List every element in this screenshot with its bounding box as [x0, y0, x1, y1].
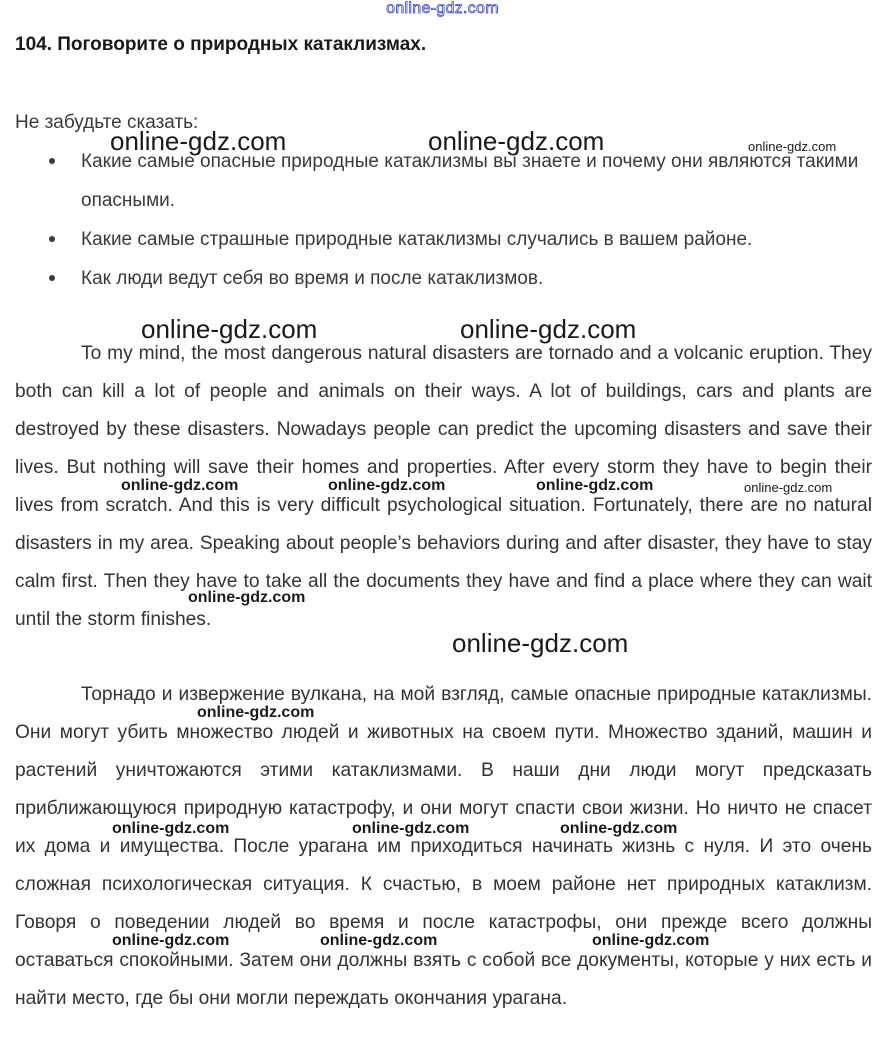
list-item-text: Как люди ведут себя во время и после катаклизмов. [81, 268, 544, 289]
watermark: online-gdz.com [110, 126, 287, 156]
watermark: online-gdz.com [428, 126, 605, 156]
watermark: online-gdz.com [352, 820, 470, 837]
watermark: online-gdz.com [748, 139, 837, 154]
watermark: online-gdz.com [112, 932, 230, 949]
watermark: online-gdz.com [560, 820, 678, 837]
bullet-icon [49, 158, 55, 164]
watermark: online-gdz.com [328, 477, 446, 494]
list-item [15, 220, 875, 259]
watermark: online-gdz.com [188, 589, 306, 606]
list-item-text: Какие самые опасные природные катаклизмы вы знаете и почему они являются такими опасными. [81, 151, 859, 211]
watermark: online-gdz.com [197, 704, 315, 721]
list-item [15, 259, 875, 298]
watermark: online-gdz.com [592, 932, 710, 949]
watermark: online-gdz.com [460, 314, 637, 344]
intro-text: Не забудьте сказать: [15, 112, 199, 133]
task-title: 104. Поговорите о природных катаклизмах. [15, 34, 427, 55]
watermark: online-gdz.com [536, 477, 654, 494]
watermark: online-gdz.com [112, 820, 230, 837]
bullet-icon [49, 275, 55, 281]
watermark: online-gdz.com [744, 480, 833, 495]
site-header-watermark: online-gdz.com [386, 0, 499, 17]
answer-russian: Торнадо и извержение вулкана, на мой взгляд, самые опасные природные катаклизмы. Они могут убить множество людей и животных на своем пути. Множество зданий, машин и растений уничтожаются этими катаклизмами. В наши дни люди могут предсказать приближающуюся природную катастрофу, и они могут спасти свои жизни. Но ничто не спасет их дома и имущества. После урагана им приходиться начинать жизнь с нуля. И это очень сложная психологическая ситуация. К счастью, в моем районе нет природных катаклизм. Говоря о поведении людей во время и после катастрофы, они прежде всего должны оставаться спокойными. Затем они должны взять с собой все документы, которые у них есть и найти место, где бы они могли переждать окончания урагана. [15, 684, 872, 1009]
watermark: online-gdz.com [121, 477, 239, 494]
bullet-icon [49, 236, 55, 242]
watermark: online-gdz.com [141, 314, 318, 344]
watermark: online-gdz.com [320, 932, 438, 949]
answer-english: To my mind, the most dangerous natural disasters are tornado and a volcanic eruption. They both can kill a lot of people and animals on their ways. A lot of buildings, cars and plants are destroyed by these disasters. Nowadays people can predict the upcoming disasters and save their lives. But nothing will save their homes and properties. After every storm they have to begin their lives from scratch. And this is very difficult psychological situation. Fortunately, there are no natural disasters in my area. Speaking about people’s behaviors during and after disaster, they have to stay calm first. Then they have to take all the documents they have and find a place where they can wait until the storm finishes. [15, 343, 872, 630]
list-item-text: Какие самые страшные природные катаклизмы случались в вашем районе. [81, 229, 753, 250]
watermark: online-gdz.com [452, 628, 629, 658]
bullet-list [15, 142, 875, 298]
